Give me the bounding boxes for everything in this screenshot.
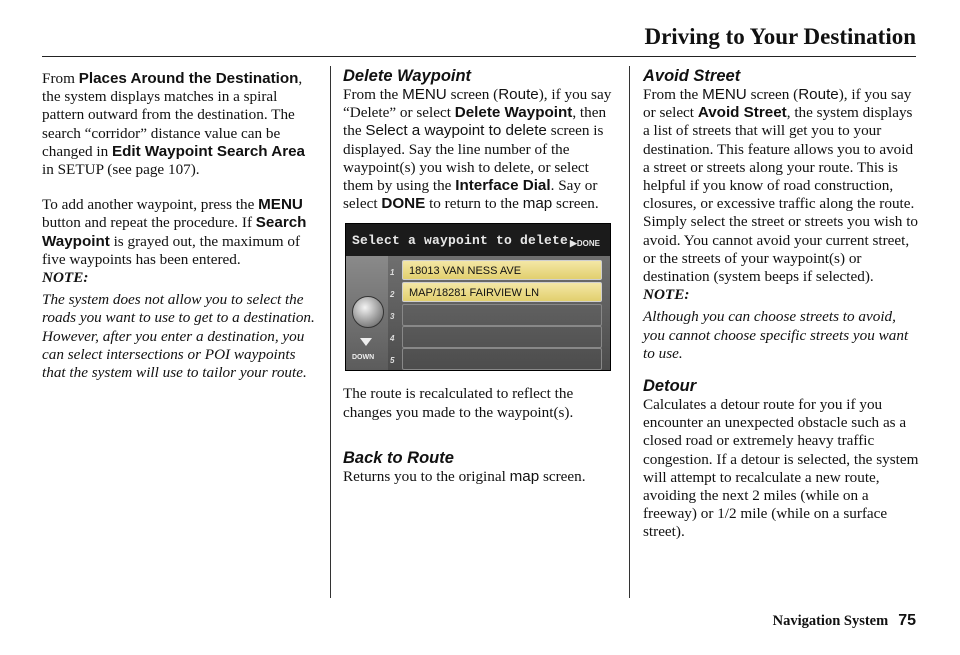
page-number: 75 xyxy=(898,612,916,629)
list-number: 2 xyxy=(390,290,395,300)
text: screen ( xyxy=(746,86,799,103)
list-number: 4 xyxy=(390,334,395,344)
avoid-street-term: Avoid Street xyxy=(697,104,787,122)
note-text: Although you can choose streets to avoid, you cannot choose specific streets you want to use. xyxy=(643,308,909,362)
route-term: Route xyxy=(798,86,839,103)
waypoint-row: MAP/18281 FAIRVIEW LN xyxy=(402,282,602,302)
text: From the xyxy=(343,86,403,103)
column-2 xyxy=(343,66,619,486)
menu-term: MENU xyxy=(258,196,303,214)
waypoint-list xyxy=(388,256,610,370)
interface-dial-icon xyxy=(352,296,384,328)
text: in SETUP (see page 107). xyxy=(42,161,200,179)
dial-panel xyxy=(346,256,388,370)
text: , the system displays a list of streets that will get you to your destination. This feature allows you to avoid a street or streets along your route. This is helpful if you know of road construction, closures, or excessive traffic along the route. Simply select the street or streets you wish to avoid. You cannot avoid your current street, or the streets of your waypoint(s) or destination (system beeps if selected). xyxy=(643,104,919,286)
back-to-route-heading: Back to Route xyxy=(343,448,454,467)
interface-dial-term: Interface Dial xyxy=(455,177,551,195)
list-number: 5 xyxy=(390,356,395,366)
col2-paragraph-2: The route is recalculated to reflect the changes you made to the waypoint(s). xyxy=(343,385,574,421)
detour-heading: Detour xyxy=(643,377,697,396)
screen-done-button: ▶ DONE xyxy=(570,234,600,253)
text: From the xyxy=(643,86,703,103)
header-rule xyxy=(42,56,916,57)
done-term: DONE xyxy=(381,195,426,213)
delete-waypoint-heading: Delete Waypoint xyxy=(343,67,472,85)
text: screen ( xyxy=(446,86,499,103)
down-arrow-icon xyxy=(360,338,372,346)
col1-paragraph-2 xyxy=(42,196,320,269)
note-text: The system does not allow you to select the roads you want to use to get to a destination. However, after you enter a destination, you can select intersections or POI waypoints that the system will use to tailor your route. xyxy=(42,291,315,382)
page-footer xyxy=(773,612,916,630)
note-label: NOTE: xyxy=(42,269,89,287)
text: screen. xyxy=(552,195,599,213)
text: screen is displayed. Say the line number of the waypoint(s) you wish to delete, or select them by using the xyxy=(343,122,604,195)
text: . Say or select xyxy=(343,177,598,213)
places-around-destination-term: Places Around the Destination xyxy=(78,70,299,87)
col1-paragraph-1 xyxy=(42,70,320,179)
text: screen. xyxy=(539,467,586,485)
route-term: Route xyxy=(498,86,539,103)
text: To add another waypoint, press the xyxy=(42,196,259,214)
col3-paragraph-1 xyxy=(643,86,919,286)
text: Returns you to the original xyxy=(343,467,510,485)
column-divider-1 xyxy=(330,66,331,598)
col2-paragraph-1 xyxy=(343,86,619,213)
map-term: map xyxy=(522,195,553,213)
list-number: 3 xyxy=(390,312,395,322)
menu-term: MENU xyxy=(402,86,447,103)
text: ), if you say “Delete” or select xyxy=(343,86,612,122)
column-divider-2 xyxy=(629,66,630,598)
waypoint-row xyxy=(402,348,602,370)
text: , the system displays matches in a spiral pattern outward from the destination. The search “corridor” distance value can be changed in xyxy=(42,70,303,160)
footer-label: Navigation System xyxy=(772,613,889,629)
screen-title: Select a waypoint to delete: xyxy=(352,233,577,249)
column-1 xyxy=(42,70,320,382)
page-header-title: Driving to Your Destination xyxy=(644,24,916,49)
note-label: NOTE: xyxy=(643,286,690,304)
column-3 xyxy=(643,66,919,542)
text: ), if you say or select xyxy=(643,86,912,122)
text: to return to the xyxy=(425,195,523,213)
waypoint-row xyxy=(402,326,602,348)
text: From xyxy=(42,70,79,87)
waypoint-row: 18013 VAN NESS AVE xyxy=(402,260,602,280)
select-waypoint-term: Select a waypoint to delete xyxy=(365,122,547,140)
text: is grayed out, the maximum of five waypoints has been entered. xyxy=(42,232,301,268)
col3-paragraph-2: Calculates a detour route for you if you encounter an unexpected obstacle such as a closed road or extremely heavy traffic congestion. If a detour is selected, the system will attempt to recalculate a new route, avoiding the next 2 miles (while on a freeway) or 1/2 mile (while on a surface street). xyxy=(643,396,919,541)
waypoint-row xyxy=(402,304,602,326)
search-waypoint-term: Search Waypoint xyxy=(42,214,307,250)
menu-term: MENU xyxy=(702,86,747,103)
avoid-street-heading: Avoid Street xyxy=(643,67,741,85)
text: button and repeat the procedure. If xyxy=(42,214,256,232)
col2-paragraph-3 xyxy=(343,468,619,486)
text: , then the xyxy=(343,104,607,140)
list-number: 1 xyxy=(390,268,395,278)
down-label: DOWN xyxy=(352,354,375,362)
map-term: map xyxy=(509,467,540,485)
navigation-screen-image xyxy=(345,223,611,371)
delete-waypoint-term: Delete Waypoint xyxy=(454,104,573,122)
edit-waypoint-search-area-term: Edit Waypoint Search Area xyxy=(112,142,305,160)
